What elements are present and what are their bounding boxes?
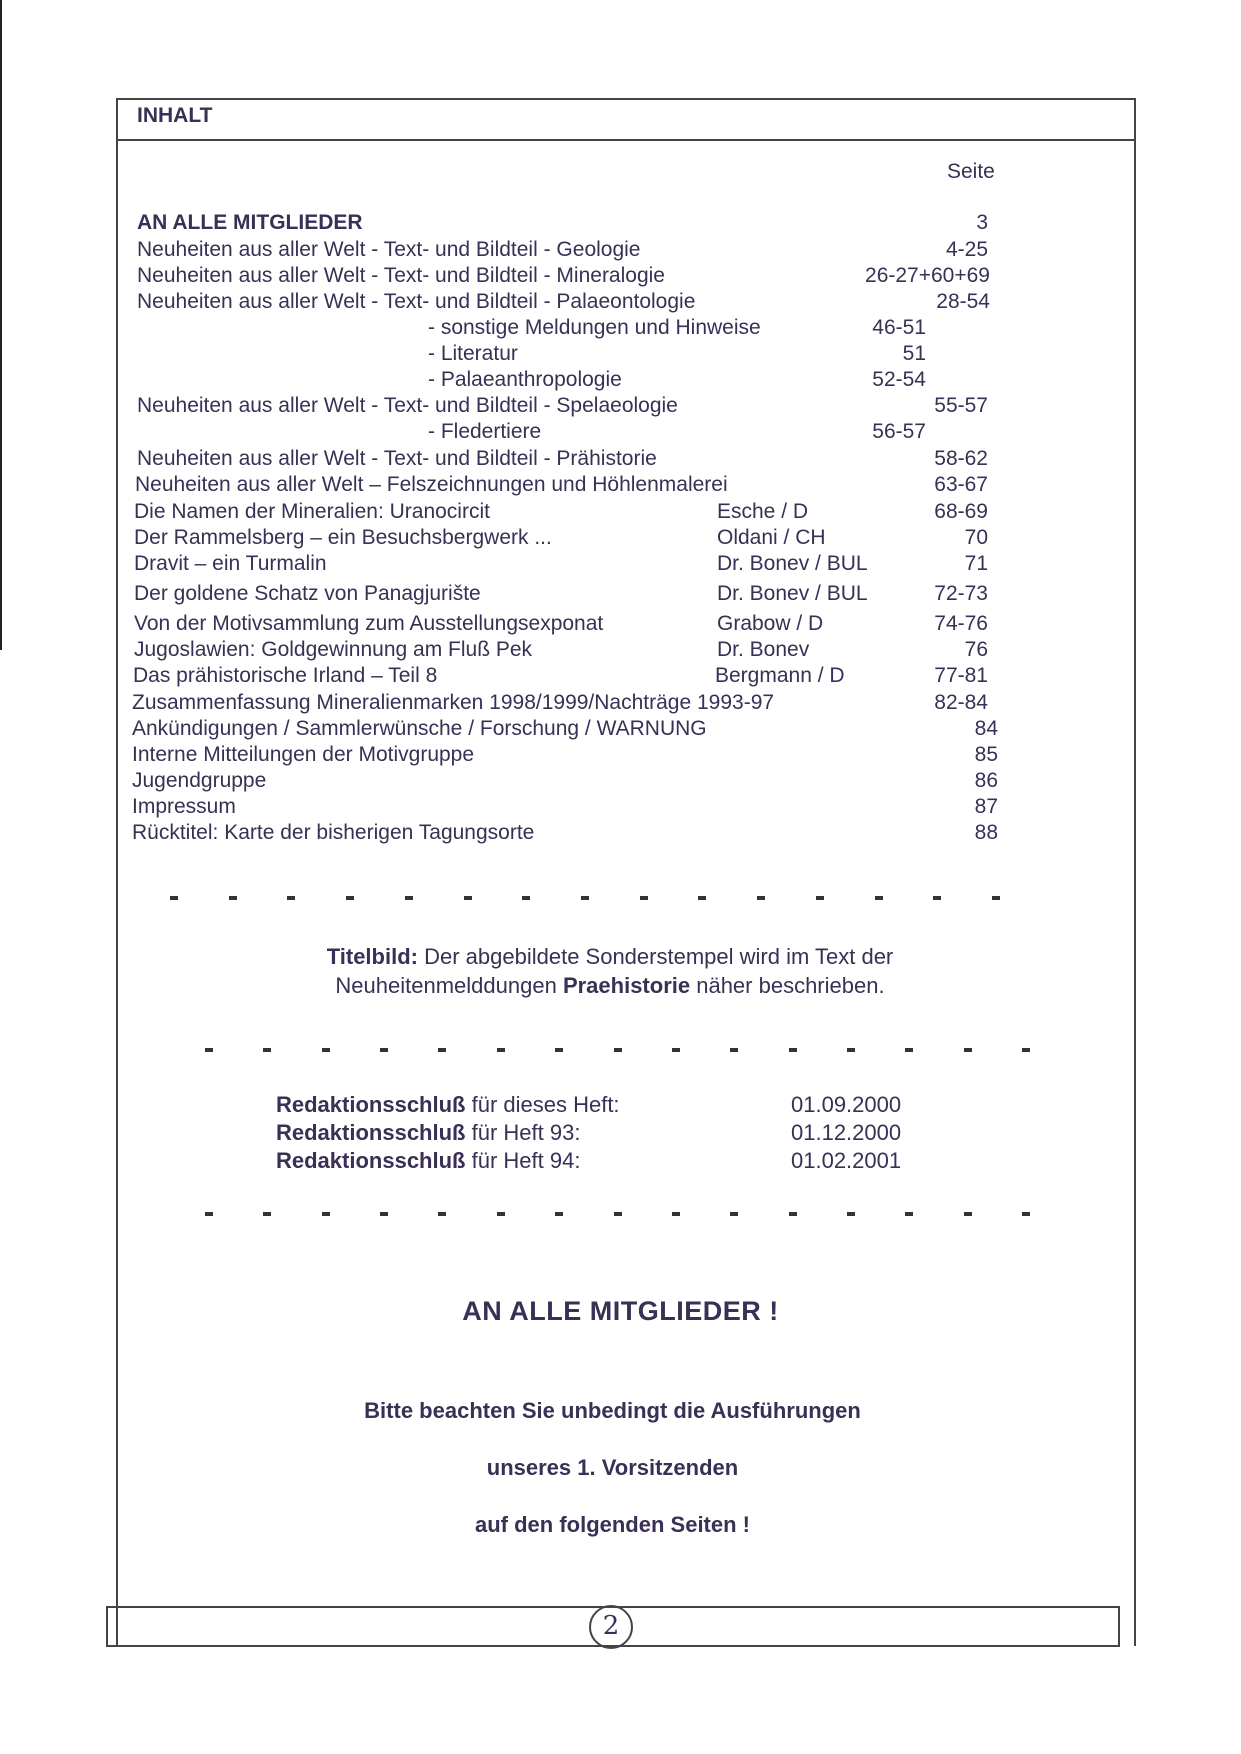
- toc-entry: [0, 446, 1241, 472]
- dash-mark: [229, 896, 237, 900]
- toc-entry-pages: 87: [974, 795, 998, 818]
- toc-entry-pages: 76: [964, 638, 988, 661]
- deadline-label: Redaktionsschluß: [276, 1148, 466, 1173]
- toc-entry: [0, 768, 1241, 794]
- footer-right-edge: [1118, 1606, 1120, 1647]
- toc-entry-title: Neuheiten aus aller Welt - Text- und Bildteil - Prähistorie: [137, 447, 657, 470]
- toc-entry-title: Impressum: [132, 795, 236, 818]
- dash-mark: [698, 896, 706, 900]
- toc-entry-pages: 51: [902, 342, 926, 365]
- toc-entry-title: Das prähistorische Irland – Teil 8: [133, 664, 438, 687]
- dash-mark: [322, 1212, 330, 1216]
- toc-entry-pages: 70: [964, 526, 988, 549]
- dash-mark: [757, 896, 765, 900]
- toc-entry-author: Bergmann / D: [715, 664, 845, 687]
- notice-title: AN ALLE MITGLIEDER !: [462, 1296, 779, 1326]
- toc-entry-author: Grabow / D: [717, 612, 824, 635]
- toc-entry-pages: 4-25: [945, 238, 988, 261]
- toc-entry-pages: 28-54: [936, 290, 990, 313]
- dash-mark: [287, 896, 295, 900]
- deadline-date: 01.02.2001: [791, 1148, 902, 1173]
- toc-entry-title: Jugendgruppe: [132, 769, 267, 792]
- dash-mark: [170, 896, 178, 900]
- toc-entry-author: Esche / D: [717, 500, 809, 523]
- dash-mark: [964, 1212, 972, 1216]
- caption-keyword: Praehistorie: [562, 973, 691, 998]
- toc-entry-pages: 82-84: [934, 691, 988, 714]
- notice-line: unseres 1. Vorsitzenden: [486, 1455, 739, 1480]
- dash-mark: [438, 1048, 446, 1052]
- deadline-text: für Heft 94:: [465, 1148, 581, 1173]
- toc-entry: [0, 716, 1241, 742]
- dash-mark: [522, 896, 530, 900]
- toc-entry-title: Rücktitel: Karte der bisherigen Tagungsorte: [132, 821, 535, 844]
- toc-entry-title: Zusammenfassung Mineralienmarken 1998/1999/Nachträge 1993-97: [132, 691, 775, 714]
- dash-mark: [322, 1048, 330, 1052]
- toc-entry-pages: 86: [974, 769, 998, 792]
- deadline-text: für dieses Heft:: [465, 1092, 620, 1117]
- dash-separator: [205, 1212, 1030, 1218]
- dash-separator: [205, 1048, 1030, 1054]
- toc-entry-pages: 84: [974, 717, 998, 740]
- dash-mark: [555, 1212, 563, 1216]
- deadline-row: [276, 1148, 902, 1174]
- toc-entry: [0, 742, 1241, 768]
- dash-mark: [497, 1048, 505, 1052]
- notice-line: Bitte beachten Sie unbedingt die Ausführungen: [364, 1398, 861, 1423]
- toc-entry: [0, 315, 1241, 341]
- caption-text-2a: Neuheitenmelddungen: [335, 973, 563, 998]
- dash-mark: [789, 1048, 797, 1052]
- toc-entry: [0, 341, 1241, 367]
- toc-entry: [0, 794, 1241, 820]
- notice-line: auf den folgenden Seiten !: [474, 1512, 750, 1537]
- toc-entry-title: Neuheiten aus aller Welt - Text- und Bildteil - Geologie: [137, 238, 641, 261]
- toc-entry-title: Dravit – ein Turmalin: [134, 552, 327, 575]
- dash-mark: [497, 1212, 505, 1216]
- dash-mark: [614, 1212, 622, 1216]
- toc-entry: [0, 499, 1241, 525]
- toc-entry-title: Der goldene Schatz von Panagjurište: [134, 582, 481, 605]
- toc-entry: [0, 237, 1241, 263]
- toc-entry-title: Neuheiten aus aller Welt - Text- und Bildteil - Spelaeologie: [137, 394, 678, 417]
- dash-mark: [1022, 1048, 1030, 1052]
- toc-entry: [0, 690, 1241, 716]
- deadline-text: für Heft 93:: [465, 1120, 581, 1145]
- page-number: 2: [589, 1605, 633, 1649]
- toc-entry-pages: 68-69: [934, 500, 988, 523]
- dash-mark: [380, 1212, 388, 1216]
- section-title: INHALT: [137, 104, 213, 127]
- dash-mark: [614, 1048, 622, 1052]
- dash-mark: [847, 1212, 855, 1216]
- toc-entry: [0, 393, 1241, 419]
- toc-entry-pages: 58-62: [934, 447, 988, 470]
- dash-mark: [789, 1212, 797, 1216]
- dash-mark: [640, 896, 648, 900]
- toc-entry-pages: 55-57: [934, 394, 988, 417]
- toc-entry-author: Dr. Bonev / BUL: [717, 552, 868, 575]
- dash-mark: [263, 1048, 271, 1052]
- toc-entry-pages: 46-51: [872, 316, 926, 339]
- toc-entry: [0, 472, 1241, 498]
- dash-separator: [170, 896, 1000, 902]
- toc-entry-title: Jugoslawien: Goldgewinnung am Fluß Pek: [134, 638, 533, 661]
- toc-entry: [0, 637, 1241, 663]
- toc-entry-pages: 26-27+60+69: [865, 264, 990, 287]
- toc-entry-pages: 88: [974, 821, 998, 844]
- toc-entry-pages: 72-73: [934, 582, 988, 605]
- dash-mark: [1022, 1212, 1030, 1216]
- toc-entry: [0, 551, 1241, 577]
- dash-mark: [847, 1048, 855, 1052]
- deadline-row: [276, 1092, 902, 1118]
- toc-entry-title: Die Namen der Mineralien: Uranocircit: [134, 500, 490, 523]
- dash-mark: [672, 1048, 680, 1052]
- toc-entry: [0, 263, 1241, 289]
- toc-entry-title: Neuheiten aus aller Welt - Text- und Bildteil - Palaeontologie: [137, 290, 696, 313]
- dash-mark: [992, 896, 1000, 900]
- deadline-label: Redaktionsschluß: [276, 1120, 466, 1145]
- toc-entry-pages: 56-57: [872, 420, 926, 443]
- toc-entry: [0, 581, 1241, 607]
- dash-mark: [933, 896, 941, 900]
- toc-entry-title: - sonstige Meldungen und Hinweise: [428, 316, 761, 339]
- toc-entry-title: - Literatur: [428, 342, 518, 365]
- toc-entry-title: Von der Motivsammlung zum Ausstellungsexponat: [134, 612, 604, 635]
- toc-entry-title: Ankündigungen / Sammlerwünsche / Forschung / WARNUNG: [132, 717, 707, 740]
- dash-mark: [380, 1048, 388, 1052]
- toc-entry-pages: 77-81: [934, 664, 988, 687]
- toc-entry-pages: 52-54: [872, 368, 926, 391]
- deadline-label: Redaktionsschluß: [276, 1092, 466, 1117]
- dash-mark: [672, 1212, 680, 1216]
- dash-mark: [346, 896, 354, 900]
- toc-entry-author: Dr. Bonev / BUL: [717, 582, 868, 605]
- header-divider: [116, 139, 1134, 141]
- toc-entry: [0, 820, 1241, 846]
- toc-entry: [0, 210, 1241, 236]
- toc-entry-pages: 71: [964, 552, 988, 575]
- toc-entry: [0, 367, 1241, 393]
- dash-mark: [730, 1212, 738, 1216]
- toc-entry-title: - Fledertiere: [428, 420, 542, 443]
- toc-entry: [0, 419, 1241, 445]
- footer-left-edge: [106, 1606, 108, 1647]
- dash-mark: [555, 1048, 563, 1052]
- deadline-date: 01.12.2000: [791, 1120, 902, 1145]
- toc-entry: [0, 663, 1241, 689]
- dash-mark: [405, 896, 413, 900]
- deadline-date: 01.09.2000: [791, 1092, 902, 1117]
- dash-mark: [263, 1212, 271, 1216]
- dash-mark: [905, 1048, 913, 1052]
- toc-entry-pages: 3: [976, 211, 988, 234]
- dash-mark: [875, 896, 883, 900]
- page-column-label: Seite: [947, 160, 995, 183]
- dash-mark: [464, 896, 472, 900]
- toc-entry-pages: 74-76: [934, 612, 988, 635]
- caption-text-1: Der abgebildete Sonderstempel wird im Text der: [417, 944, 894, 969]
- toc-entry-author: Dr. Bonev: [717, 638, 810, 661]
- caption-text-2c: näher beschrieben.: [690, 973, 885, 998]
- toc-entry-title: - Palaeanthropologie: [428, 368, 622, 391]
- dash-mark: [964, 1048, 972, 1052]
- dash-mark: [581, 896, 589, 900]
- toc-entry: [0, 611, 1241, 637]
- cover-caption: [240, 942, 980, 1000]
- dash-mark: [205, 1048, 213, 1052]
- dash-mark: [730, 1048, 738, 1052]
- toc-entry-author: Oldani / CH: [717, 526, 826, 549]
- toc-entry-title: Neuheiten aus aller Welt - Text- und Bildteil - Mineralogie: [137, 264, 665, 287]
- toc-entry-title: Neuheiten aus aller Welt – Felszeichnungen und Höhlenmalerei: [135, 473, 728, 496]
- toc-entry-title: AN ALLE MITGLIEDER: [137, 211, 363, 234]
- toc-entry-pages: 85: [974, 743, 998, 766]
- deadline-row: [276, 1120, 902, 1146]
- toc-entry: [0, 289, 1241, 315]
- toc-entry-title: Interne Mitteilungen der Motivgruppe: [132, 743, 475, 766]
- dash-mark: [438, 1212, 446, 1216]
- dash-mark: [905, 1212, 913, 1216]
- toc-entry-title: Der Rammelsberg – ein Besuchsbergwerk ...: [134, 526, 552, 549]
- caption-label: Titelbild:: [326, 944, 418, 969]
- toc-entry-pages: 63-67: [934, 473, 988, 496]
- dash-mark: [816, 896, 824, 900]
- dash-mark: [205, 1212, 213, 1216]
- toc-entry: [0, 525, 1241, 551]
